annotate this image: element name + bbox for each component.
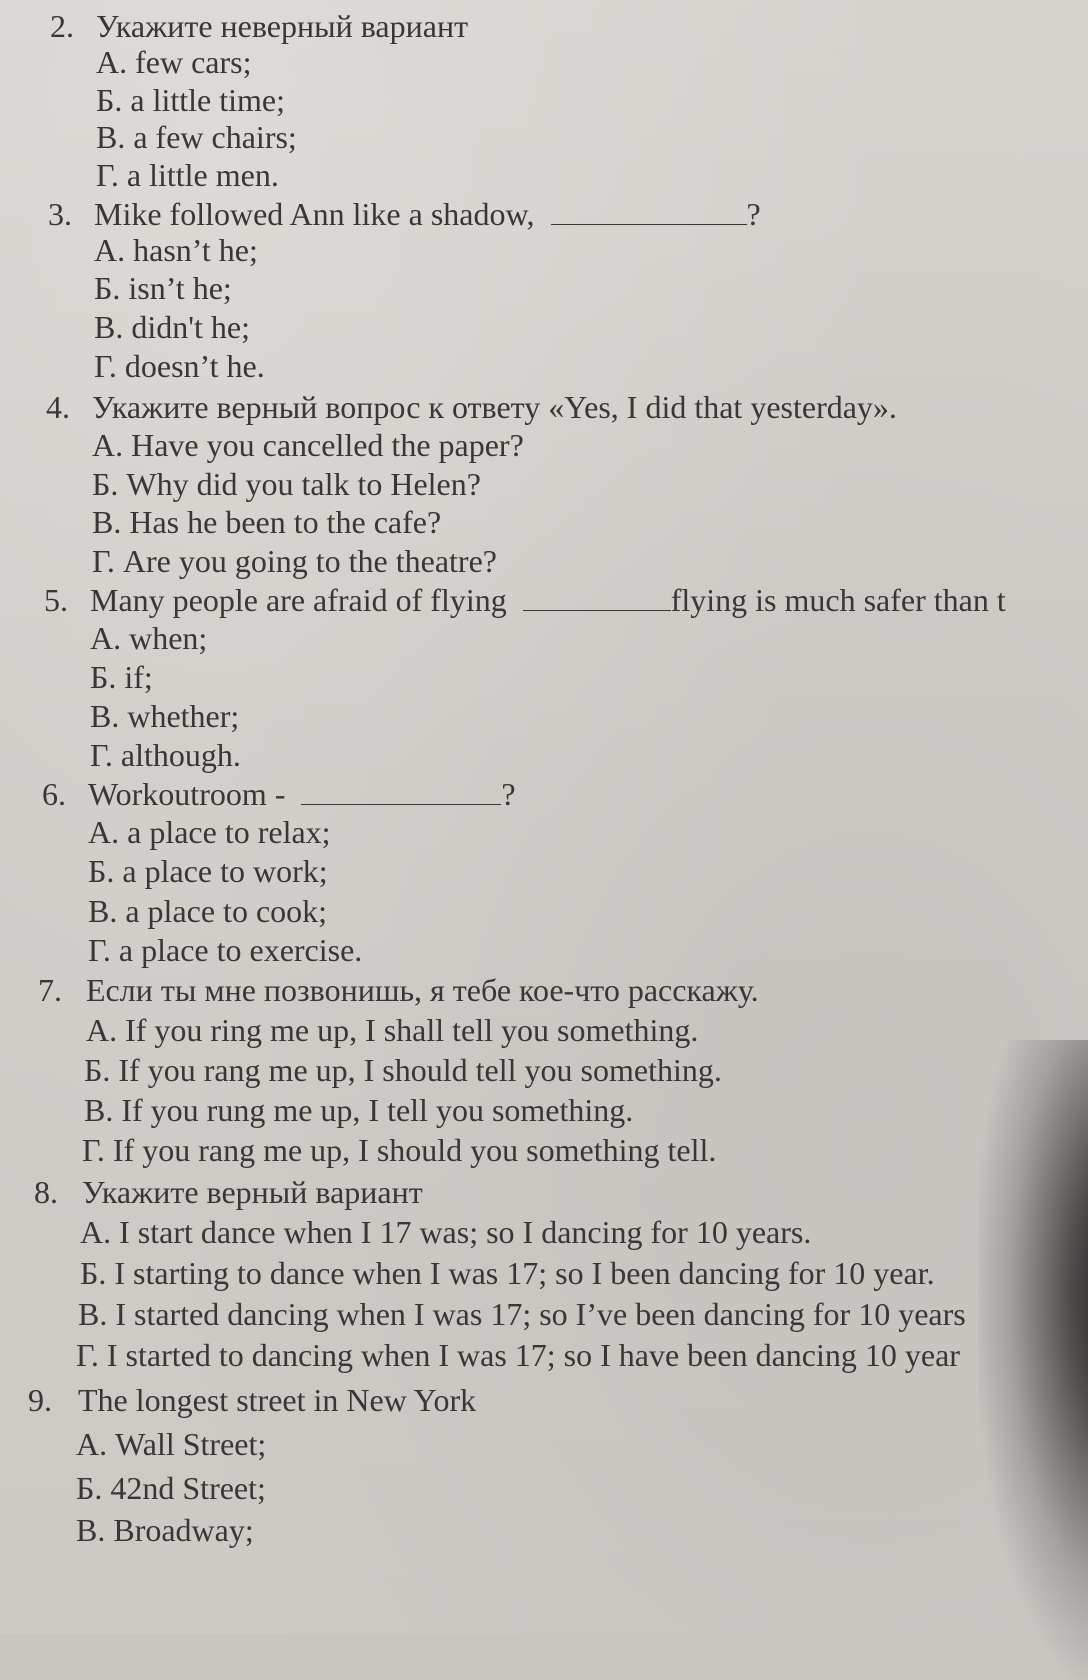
question-3-blank[interactable] (551, 200, 747, 225)
q7-option-b: Б. If you rang me up, I should tell you something. (84, 1052, 722, 1088)
question-9-prompt: The longest street in New York (78, 1382, 477, 1418)
question-8 (34, 1176, 423, 1208)
q6-option-d: Г. a place to exercise. (88, 932, 363, 968)
q4-option-b: Б. Why did you talk to Helen? (92, 466, 481, 502)
q4-option-c: В. Has he been to the cafe? (92, 504, 442, 540)
question-5-number: 5. (44, 582, 68, 618)
question-9-number: 9. (28, 1382, 52, 1418)
q3-option-c: В. didn't he; (94, 309, 250, 345)
q9-option-b: Б. 42nd Street; (76, 1470, 266, 1506)
q6-option-c: В. a place to cook; (88, 893, 328, 929)
q5-option-a: А. when; (90, 620, 208, 656)
q9-option-c: В. Broadway; (76, 1512, 254, 1548)
hand-shadow (978, 1040, 1088, 1680)
q3-option-b: Б. isn’t he; (94, 270, 232, 306)
question-7-number: 7. (38, 972, 62, 1008)
question-5-blank[interactable] (523, 586, 671, 611)
q7-option-c: В. If you rung me up, I tell you something. (84, 1092, 634, 1128)
question-3-number: 3. (48, 196, 72, 232)
question-2-prompt: Укажите неверный вариант (96, 8, 469, 44)
q2-option-c: В. a few chairs; (96, 119, 297, 155)
q7-option-a: А. If you ring me up, I shall tell you something. (86, 1012, 699, 1048)
question-6-blank[interactable] (301, 780, 501, 805)
q2-option-a: А. few cars; (96, 44, 252, 80)
question-9 (28, 1384, 476, 1416)
question-3-question-mark: ? (746, 196, 761, 232)
question-5-continuation: flying is much safer than t (670, 582, 1006, 618)
question-7-prompt: Если ты мне позвонишь, я тебе кое-что расскажу. (86, 972, 759, 1008)
q7-option-d: Г. If you rang me up, I should you something tell. (82, 1132, 717, 1168)
question-7 (38, 974, 759, 1006)
question-3 (48, 198, 761, 230)
q8-option-d: Г. I started to dancing when I was 17; so I have been dancing 10 year (76, 1337, 960, 1373)
q5-option-d: Г. although. (90, 737, 241, 773)
q9-option-a: А. Wall Street; (76, 1426, 267, 1462)
question-8-prompt: Укажите верный вариант (82, 1174, 423, 1210)
q8-option-a: А. I start dance when I 17 was; so I dancing for 10 years. (80, 1214, 812, 1250)
question-5 (44, 584, 1006, 616)
question-6-prompt: Workoutroom - (88, 776, 286, 812)
question-6-question-mark: ? (501, 776, 516, 812)
question-2-number: 2. (50, 8, 74, 44)
question-2 (50, 10, 468, 42)
question-6 (42, 778, 516, 810)
q8-option-c: В. I started dancing when I was 17; so I’ve been dancing for 10 years (78, 1296, 966, 1332)
q4-option-a: А. Have you cancelled the paper? (92, 427, 524, 463)
question-3-prompt: Mike followed Ann like a shadow, (94, 196, 535, 232)
q5-option-c: В. whether; (90, 698, 240, 734)
question-4-prompt: Укажите верный вопрос к ответу «Yes, I did that yesterday». (92, 389, 897, 425)
q8-option-b: Б. I starting to dance when I was 17; so I been dancing for 10 year. (80, 1255, 935, 1291)
q5-option-b: Б. if; (90, 659, 153, 695)
q3-option-d: Г. doesn’t he. (94, 348, 265, 384)
q2-option-d: Г. a little men. (96, 157, 279, 193)
question-6-number: 6. (42, 776, 66, 812)
q3-option-a: А. hasn’t he; (94, 232, 258, 268)
question-5-prompt: Many people are afraid of flying (90, 582, 507, 618)
q4-option-d: Г. Are you going to the theatre? (92, 543, 497, 579)
question-4-number: 4. (46, 389, 70, 425)
question-4 (46, 391, 897, 423)
q6-option-b: Б. a place to work; (88, 853, 328, 889)
q2-option-b: Б. a little time; (96, 82, 285, 118)
question-8-number: 8. (34, 1174, 58, 1210)
q6-option-a: А. a place to relax; (88, 814, 331, 850)
